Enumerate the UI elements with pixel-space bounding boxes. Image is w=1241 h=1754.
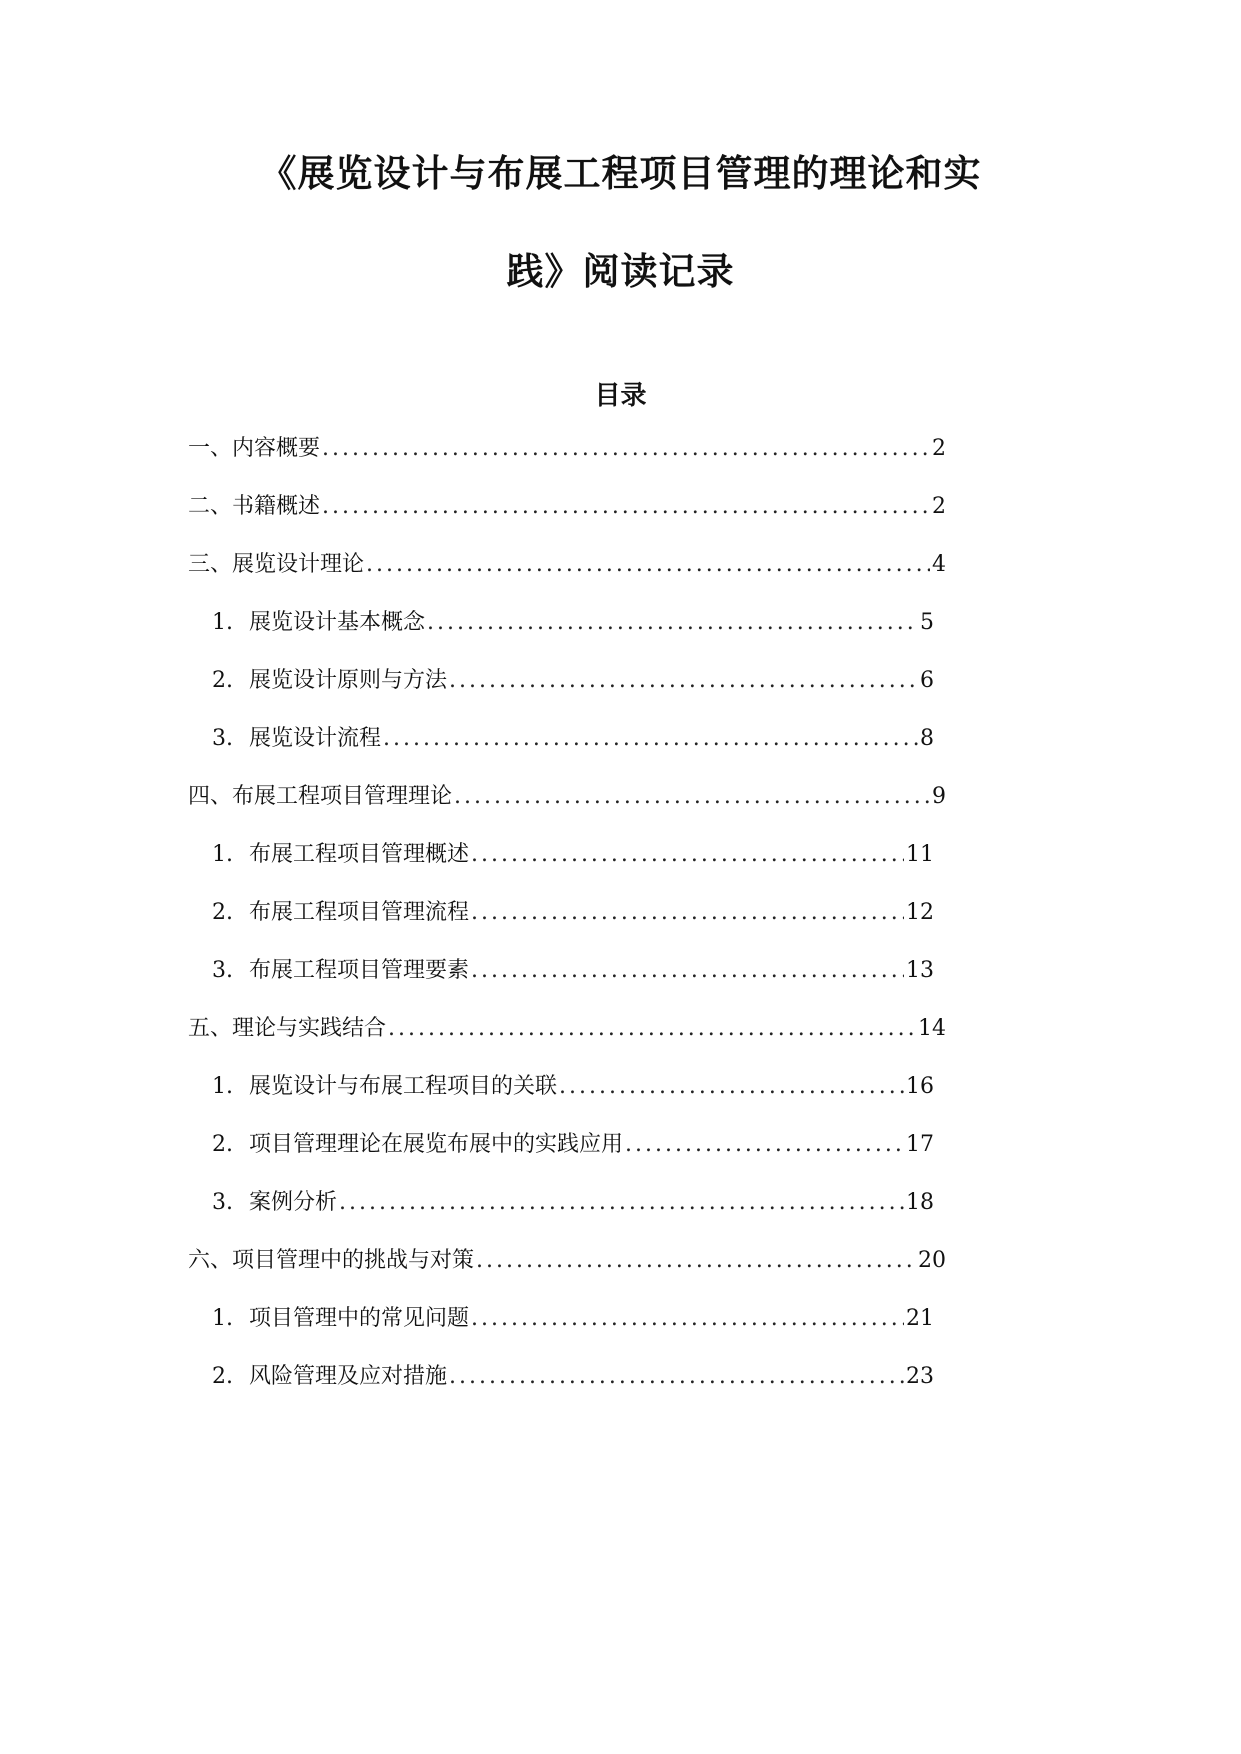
- toc-dot-leader: [449, 666, 918, 696]
- toc-dot-leader: [454, 782, 930, 812]
- document-title-line-1: 《展览设计与布展工程项目管理的理论和实: [259, 152, 982, 195]
- toc-dot-leader: [383, 724, 918, 754]
- toc-dot-leader: [559, 1072, 904, 1102]
- toc-dot-leader: [449, 1362, 904, 1392]
- document-title-line-2: 践》阅读记录: [506, 250, 735, 293]
- toc-entry-page-number: 21: [906, 1306, 934, 1331]
- toc-entry[interactable]: [212, 1362, 934, 1392]
- toc-entry-page-number: 17: [906, 1132, 934, 1157]
- toc-entry-page-number: 4: [932, 552, 946, 577]
- toc-entry-text: 风险管理及应对措施: [249, 1364, 448, 1389]
- toc-entry-text: 项目管理理论在展览布展中的实践应用: [249, 1132, 624, 1157]
- toc-entry-number: 2.: [212, 1364, 233, 1389]
- toc-entry-text: 二、书籍概述: [188, 494, 321, 519]
- toc-entry-text: 三、展览设计理论: [188, 552, 365, 577]
- toc-dot-leader: [388, 1014, 916, 1044]
- toc-entry-number: 3.: [212, 726, 233, 751]
- toc-entry-text: 展览设计与布展工程项目的关联: [249, 1074, 558, 1099]
- toc-entry[interactable]: [212, 608, 934, 638]
- toc-dot-leader: [471, 840, 904, 870]
- toc-entry-page-number: 2: [932, 436, 946, 461]
- toc-dot-leader: [625, 1130, 904, 1160]
- toc-entry-text: 四、布展工程项目管理理论: [188, 784, 453, 809]
- toc-entry-page-number: 8: [920, 726, 934, 751]
- toc-entry[interactable]: [212, 724, 934, 754]
- toc-entry-page-number: 23: [906, 1364, 934, 1389]
- toc-dot-leader: [471, 1304, 904, 1334]
- toc-entry-text: 展览设计流程: [249, 726, 382, 751]
- toc-entry[interactable]: [212, 1072, 934, 1102]
- toc-entry-page-number: 13: [906, 958, 934, 983]
- toc-entry-page-number: 12: [906, 900, 934, 925]
- toc-dot-leader: [322, 434, 930, 464]
- toc-entry[interactable]: [212, 1188, 934, 1218]
- toc-entry-page-number: 18: [906, 1190, 934, 1215]
- toc-entry-number: 2.: [212, 668, 233, 693]
- toc-entry-text: 项目管理中的常见问题: [249, 1306, 470, 1331]
- toc-entry-text: 布展工程项目管理流程: [249, 900, 470, 925]
- toc-entry-number: 1.: [212, 1306, 233, 1331]
- toc-entry[interactable]: [188, 550, 946, 580]
- toc-entry[interactable]: [212, 1304, 934, 1334]
- toc-entry-page-number: 5: [920, 610, 934, 635]
- toc-entry[interactable]: [188, 492, 946, 522]
- toc-entry-text: 布展工程项目管理要素: [249, 958, 470, 983]
- toc-entry-text: 布展工程项目管理概述: [249, 842, 470, 867]
- toc-entry-page-number: 14: [918, 1016, 946, 1041]
- toc-entry-page-number: 20: [918, 1248, 946, 1273]
- toc-dot-leader: [339, 1188, 904, 1218]
- toc-entry-page-number: 9: [932, 784, 946, 809]
- toc-entry-text: 一、内容概要: [188, 436, 321, 461]
- toc-entry-text: 展览设计基本概念: [249, 610, 426, 635]
- toc-dot-leader: [476, 1246, 916, 1276]
- toc-entry-page-number: 2: [932, 494, 946, 519]
- toc-entry-number: 3.: [212, 1190, 233, 1215]
- toc-entry[interactable]: [212, 898, 934, 928]
- toc-entry[interactable]: [212, 1130, 934, 1160]
- toc-dot-leader: [471, 898, 904, 928]
- toc-dot-leader: [322, 492, 930, 522]
- toc-entry[interactable]: [188, 434, 946, 464]
- toc-entry-number: 2.: [212, 1132, 233, 1157]
- toc-entry-text: 五、理论与实践结合: [188, 1016, 387, 1041]
- toc-entry-number: 3.: [212, 958, 233, 983]
- toc-entry-number: 1.: [212, 1074, 233, 1099]
- toc-dot-leader: [471, 956, 904, 986]
- toc-entry-text: 展览设计原则与方法: [249, 668, 448, 693]
- toc-dot-leader: [366, 550, 930, 580]
- toc-entry[interactable]: [212, 666, 934, 696]
- toc-entry-number: 2.: [212, 900, 233, 925]
- toc-entry-page-number: 11: [906, 842, 934, 867]
- toc-entry[interactable]: [212, 840, 934, 870]
- toc-entry-page-number: 6: [920, 668, 934, 693]
- toc-entry[interactable]: [212, 956, 934, 986]
- toc-heading: 目录: [594, 381, 647, 411]
- toc-entry[interactable]: [188, 1246, 946, 1276]
- toc-entry-number: 1.: [212, 842, 233, 867]
- toc-entry[interactable]: [188, 782, 946, 812]
- toc-entry-page-number: 16: [906, 1074, 934, 1099]
- toc-entry-text: 六、项目管理中的挑战与对策: [188, 1248, 475, 1273]
- toc-entry-number: 1.: [212, 610, 233, 635]
- toc-entry[interactable]: [188, 1014, 946, 1044]
- toc-entry-text: 案例分析: [249, 1190, 338, 1215]
- toc-dot-leader: [427, 608, 918, 638]
